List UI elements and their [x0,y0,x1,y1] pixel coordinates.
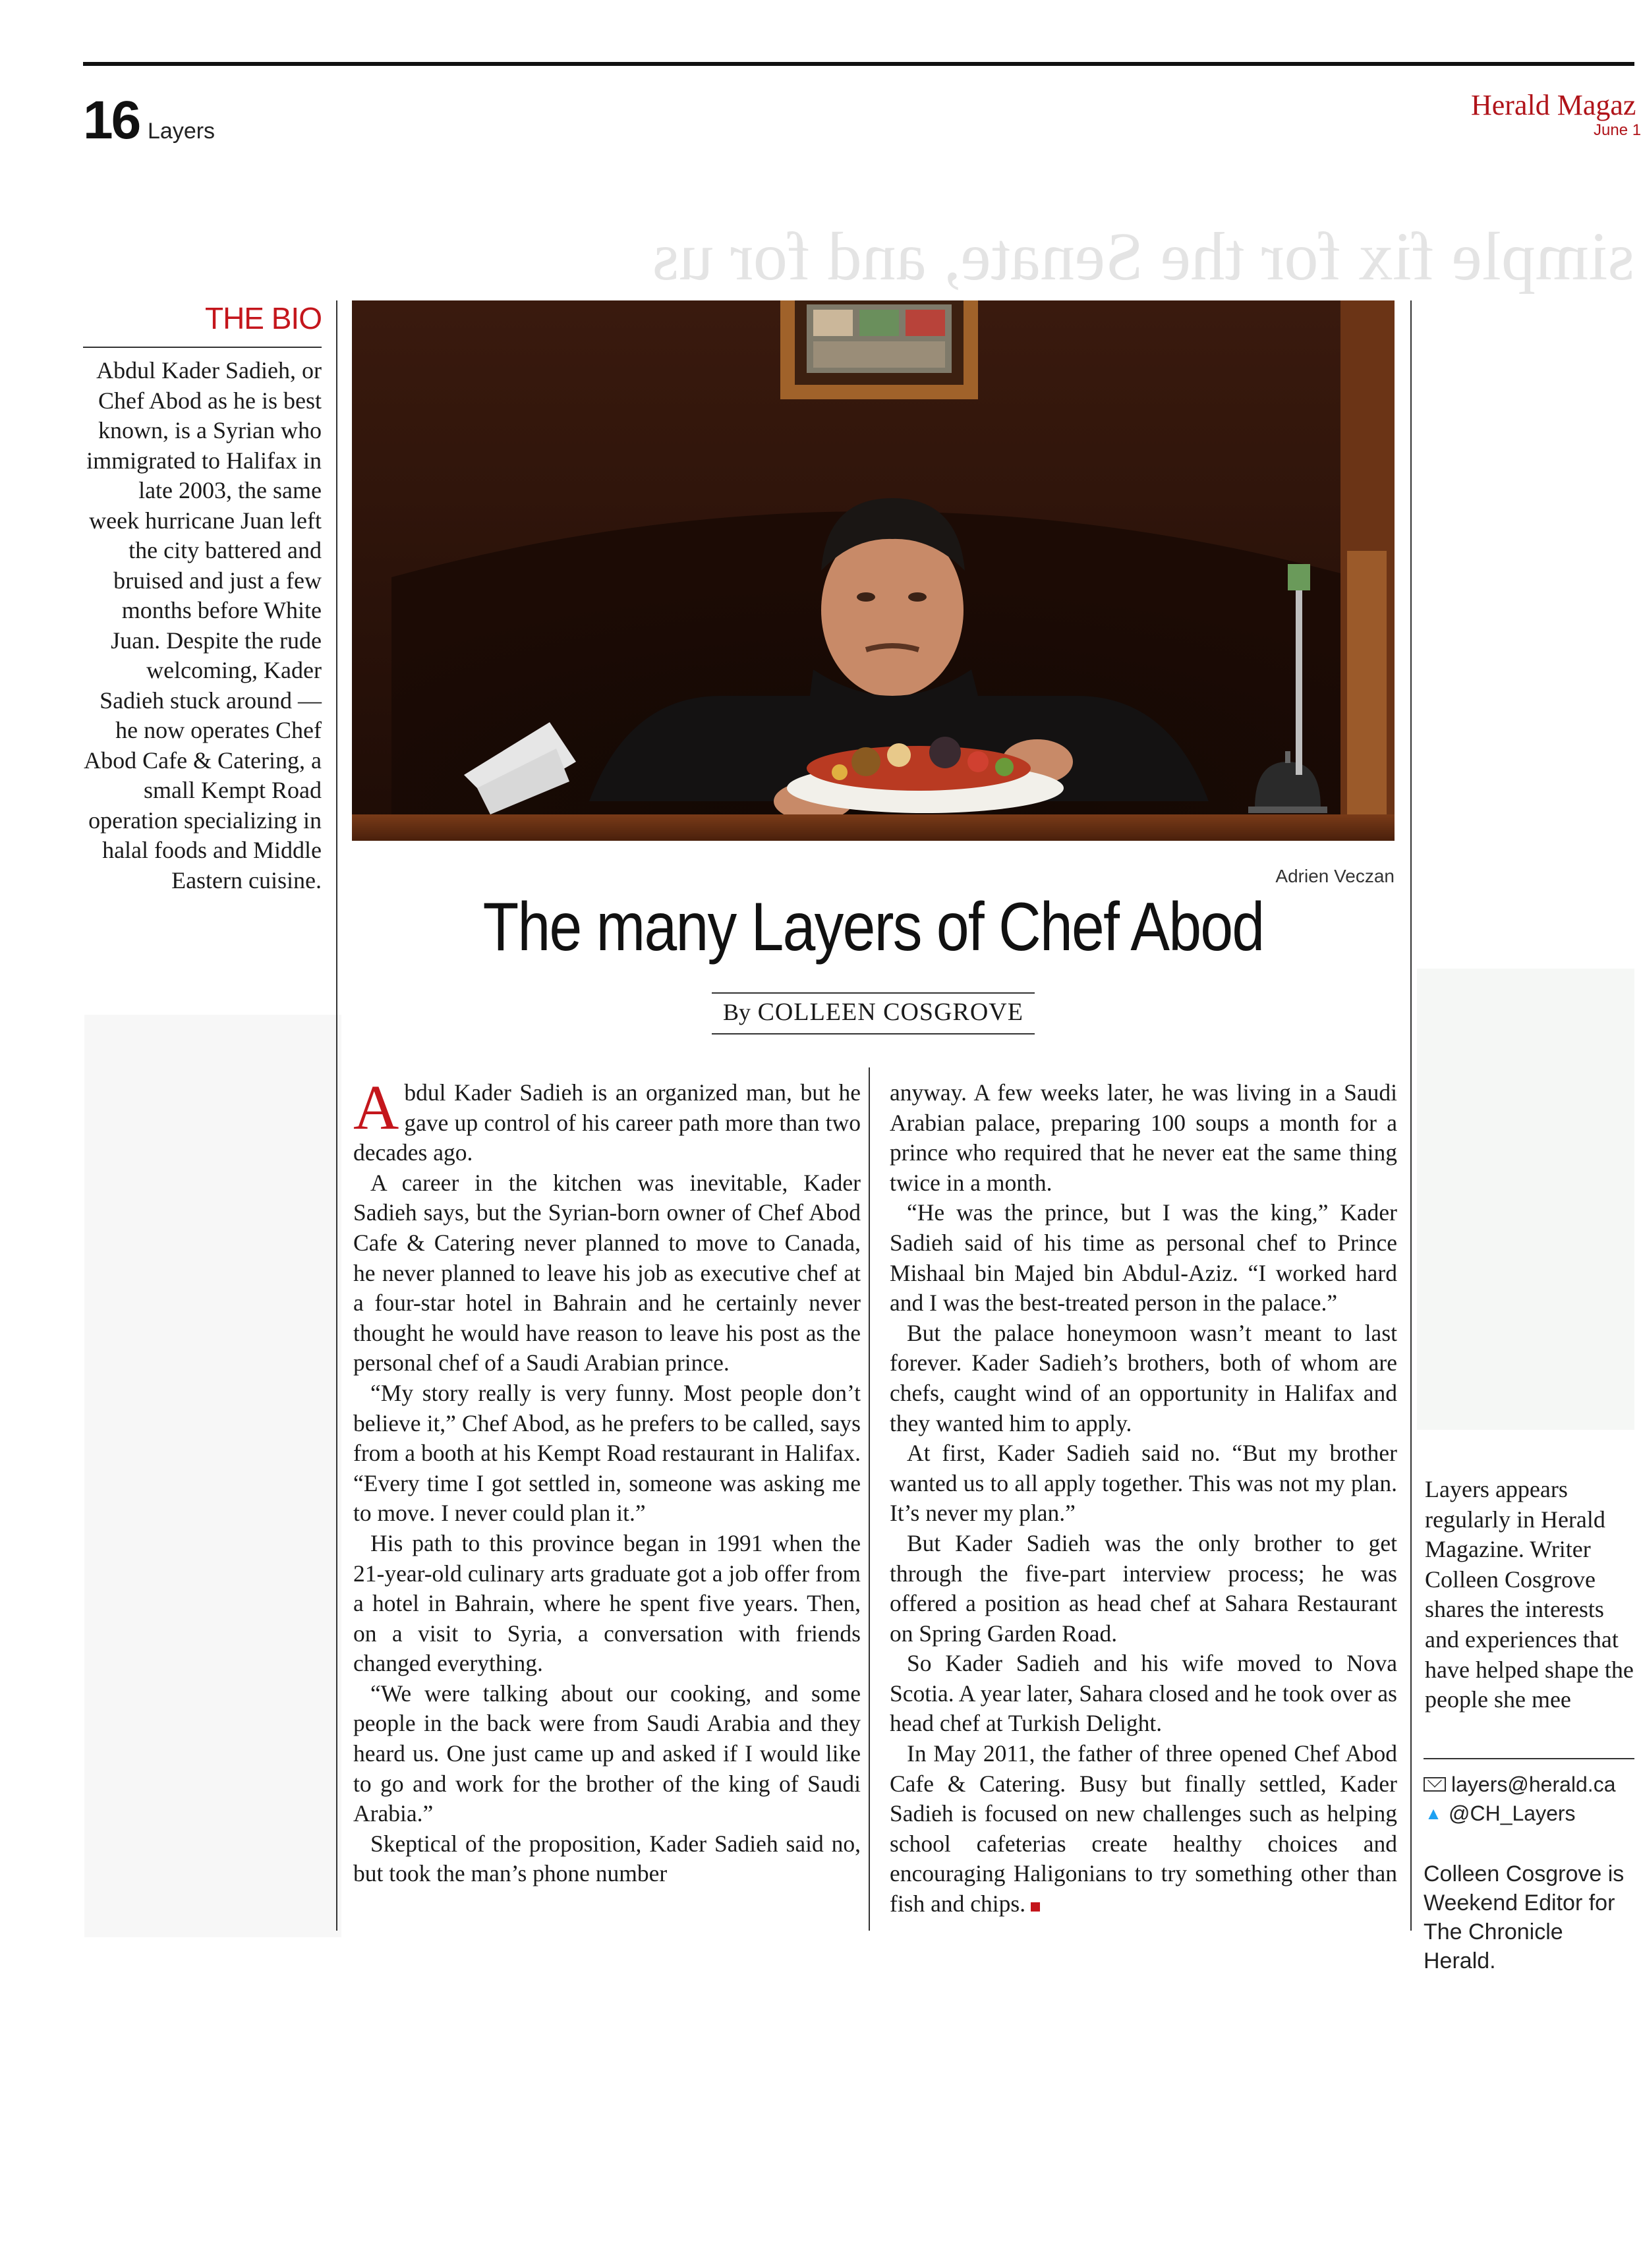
end-mark-icon [1031,1902,1040,1912]
bio-head-rule [83,347,322,348]
email-row [1424,1770,1634,1799]
drop-cap: A [353,1072,399,1143]
page-number: 16 [83,90,140,150]
byline-prefix: By [723,999,751,1025]
writer-note: Colleen Cosgrove is Weekend Editor for The Chronicle Herald. [1424,1861,1625,1973]
sidebar-column-rule [1410,300,1412,1931]
article-paragraph: A career in the kitchen was inevitable, Kader Sadieh says, but the Syrian-born owner of Chef Abod Cafe & Catering never planned to move to Canada, he never planned to leave his job as executive chef at a four-star hotel in Bahrain and he certainly never thought he would have reason to leave his post as the personal chef of a Saudi Arabian prince. [353,1169,861,1376]
article-paragraph: “My story really is very funny. Most people don’t believe it,” Chef Abod, as he prefers to be called, says from a booth at his Kempt Road restaurant in Halifax. “Every time I got settled in, someone was asking me to move. I never could plan it.” [353,1379,861,1527]
contact-info [1424,1770,1634,1828]
article-paragraph: anyway. A few weeks later, he was living in a Saudi Arabian palace, preparing 100 soups a month for a prince who required that he never eat the same thing twice in a month. [890,1079,1397,1196]
bio-column-rule [336,300,337,1931]
article-paragraph [353,1072,861,1168]
bleed-through-block [1417,969,1634,1430]
masthead: Herald Magaz [1471,89,1636,121]
article-paragraph: His path to this province began in 1991 when the 21-year-old culinary arts graduate got a job offer from a hotel in Bahrain, where he spent five years. Then, on a visit to Syria, a conversation with friends changed everything. [353,1529,861,1677]
masthead-date: June 1 [1594,121,1641,139]
bleed-through-headline: simple fix for the Senate, and for us [652,219,1634,295]
twitter-row [1424,1799,1634,1828]
chef-photo [352,300,1395,841]
article-paragraph: Skeptical of the proposition, Kader Sadieh said no, but took the man’s phone number [353,1830,861,1887]
wall-frame [780,300,978,399]
article-column-rule [869,1067,870,1931]
article-paragraph: But the palace honeymoon wasn’t meant to last forever. Kader Sadieh’s brothers, both of whom are chefs, caught wind of an opportunity in Halifax and they wanted him to apply. [890,1319,1397,1436]
twitter-handle[interactable]: @CH_Layers [1449,1801,1576,1825]
section-label: Layers [148,119,216,144]
article-paragraph-text: In May 2011, the father of three opened Chef Abod Cafe & Catering. Busy but finally settled, Kader Sadieh is focused on new challenges such as helping school cafeterias create healthy choices and encouraging Haligonians to try something other than fish and chips. [890,1740,1397,1917]
article-paragraph: But Kader Sadieh was the only brother to get through the five-part interview process; he was offered a position as head chef at Sahara Restaurant on Spring Garden Road. [890,1529,1397,1647]
article-paragraph: “We were talking about our cooking, and some people in the back were from Saudi Arabia and they heard us. One just came up and asked if I would like to go and work for the brother of the king of Saudi Arabia.” [353,1680,861,1827]
top-rule [83,62,1634,66]
bleed-through-block [84,1015,341,1937]
article-column-2 [890,1078,1397,1919]
byline [712,992,1035,1035]
sidebar-note: Layers appears regularly in Herald Magazine. Writer Colleen Cosgrove shares the interests and experiences that have helped shape the people she mee [1425,1476,1634,1713]
bio-text: Abdul Kader Sadieh, or Chef Abod as he is best known, is a Syrian who immigrated to Halifax in late 2003, the same week hurricane Juan left the city battered and bruised and just a few months before White Juan. Despite the rude welcoming, Kader Sadieh stuck around — he now operates Chef Abod Cafe & Catering, a small Kempt Road operation specializing in halal foods and Middle Eastern cuisine. [84,357,322,893]
headline: The many Layers of Chef Abod [482,889,1264,965]
email-address[interactable]: layers@herald.ca [1451,1772,1616,1796]
twitter-icon: ▲ [1425,1803,1442,1823]
article-column-1 [353,1072,861,1889]
photo-credit: Adrien Veczan [1275,866,1395,886]
counter [352,814,1395,841]
bio-heading: THE BIO [204,301,322,335]
article-paragraph: So Kader Sadieh and his wife moved to Nova Scotia. A year later, Sahara closed and he took over as head chef at Turkish Delight. [890,1650,1397,1737]
mail-icon [1424,1777,1446,1792]
byline-name: COLLEEN COSGROVE [757,998,1023,1026]
article-paragraph: At first, Kader Sadieh said no. “But my brother wanted us to all apply together. This was not my plan. It’s never my plan.” [890,1440,1397,1527]
sidebar-rule [1424,1758,1634,1759]
article-paragraph-text: bdul Kader Sadieh is an organized man, but he gave up control of his career path more than two decades ago. [353,1079,861,1166]
article-paragraph: “He was the prince, but I was the king,” Kader Sadieh said of his time as personal chef to Prince Mishaal bin Majed bin Abdul-Aziz. “I worked hard and I was the best-treated person in the palace.” [890,1199,1397,1317]
article-paragraph [890,1739,1397,1919]
